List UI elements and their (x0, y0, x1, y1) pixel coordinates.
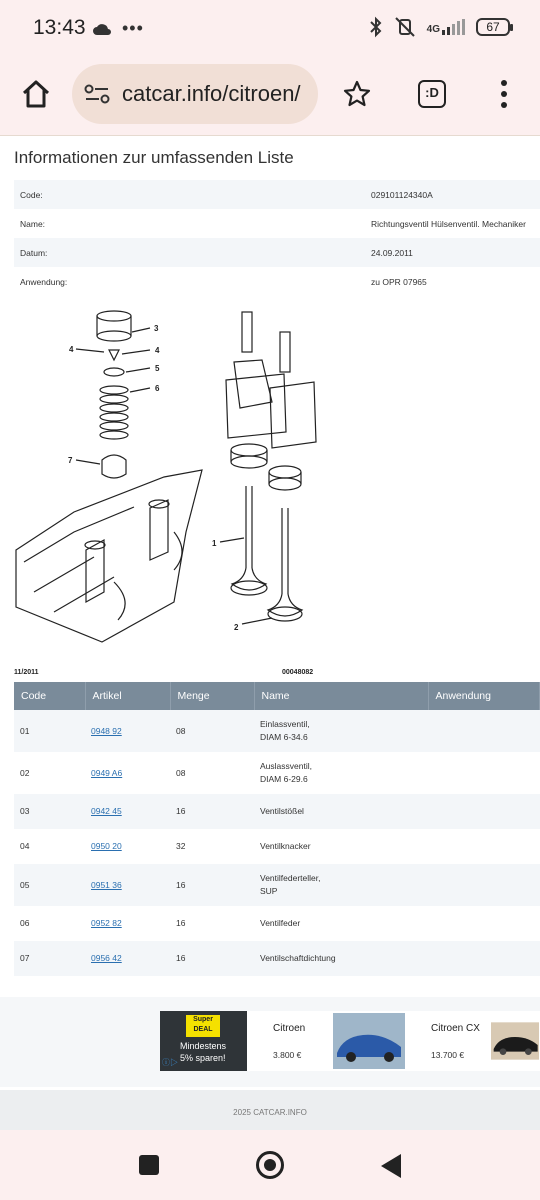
page-content (0, 136, 540, 976)
cell-name: Ventilfeder (260, 918, 301, 928)
info-value: 24.09.2011 (365, 238, 540, 267)
ad-banner[interactable] (160, 1011, 540, 1071)
cell-anwendung (428, 794, 540, 829)
info-row (14, 180, 540, 209)
cloud-icon (92, 22, 112, 36)
cell-code: 04 (20, 841, 30, 851)
cell-anwendung (428, 829, 540, 864)
col-header-anwendung[interactable]: Anwendung (428, 682, 540, 710)
artikel-link[interactable]: 0950 20 (91, 841, 122, 851)
table-row (14, 710, 540, 752)
artikel-link[interactable]: 0951 36 (91, 879, 122, 890)
diagram-date-label: 11/2011 (14, 669, 39, 676)
callout-5: 5 (155, 364, 160, 373)
ad-section (0, 997, 540, 1087)
signal-4g-icon: 4G (427, 19, 466, 35)
info-value: Richtungsventil Hülsenventil. Mechaniker (371, 218, 526, 229)
battery-icon: 67 (476, 18, 510, 36)
col-header-code[interactable]: Code (14, 682, 85, 710)
address-bar[interactable] (72, 64, 318, 124)
ad-card[interactable] (405, 1011, 491, 1071)
cell-code: 07 (14, 941, 85, 976)
cell-menge: 08 (170, 710, 254, 752)
cell-name: Auslassventil, (260, 761, 312, 771)
callout-6: 6 (155, 384, 160, 393)
artikel-link[interactable]: 0942 45 (91, 806, 122, 816)
callout-4b: 4 (155, 346, 160, 355)
cell-anwendung (428, 752, 540, 794)
info-label: Anwendung: (20, 276, 68, 287)
table-row (14, 941, 540, 976)
info-label: Name: (20, 218, 46, 229)
col-header-artikel[interactable]: Artikel (85, 682, 170, 710)
super-deal-badge (186, 1015, 220, 1037)
artikel-link[interactable]: 0952 82 (91, 918, 122, 928)
artikel-link[interactable]: 0949 A6 (91, 767, 123, 778)
ad-card[interactable] (247, 1011, 333, 1071)
ad-choices-icon[interactable]: ⓘ▷ (162, 1058, 178, 1067)
table-row (14, 829, 540, 864)
site-settings-icon[interactable] (84, 83, 110, 105)
info-row (14, 238, 540, 267)
cell-code: 03 (14, 794, 85, 829)
home-icon[interactable] (20, 78, 52, 110)
artikel-link[interactable]: 0948 92 (91, 725, 122, 736)
recents-button[interactable] (139, 1155, 159, 1175)
table-row (14, 906, 540, 941)
footer-text: 2025 CATCAR.INFO (233, 1108, 307, 1117)
android-nav-bar (0, 1130, 540, 1200)
cell-anwendung (428, 710, 540, 752)
deal-badge-line2: DEAL (193, 1026, 213, 1033)
parts-table (14, 682, 540, 976)
browser-toolbar (0, 58, 540, 136)
cell-name: Ventilstößel (260, 806, 304, 816)
info-row (14, 209, 540, 238)
cell-code: 01 (14, 710, 85, 752)
car-image[interactable] (333, 1013, 405, 1069)
cell-name: Einlassventil, (260, 719, 310, 729)
info-table (14, 180, 540, 296)
callout-4a: 4 (69, 345, 74, 354)
callout-1: 1 (212, 539, 217, 548)
artikel-link[interactable]: 0956 42 (91, 953, 122, 963)
cell-anwendung (428, 864, 540, 906)
cell-menge: 16 (170, 794, 254, 829)
ad-card-price: 13.700 € (431, 1050, 465, 1060)
callout-3: 3 (154, 324, 159, 333)
deal-badge-line1: Super (193, 1016, 213, 1023)
callout-2: 2 (234, 623, 239, 632)
cell-name: Ventilknacker (260, 841, 311, 851)
ad-card-price: 3.800 € (273, 1050, 302, 1060)
status-time: 13:43 (33, 16, 86, 39)
bookmark-star-icon[interactable] (343, 80, 371, 108)
cell-anwendung (428, 906, 540, 941)
cell-menge: 16 (170, 864, 254, 906)
bluetooth-icon (369, 16, 383, 38)
cell-anwendung (428, 941, 540, 976)
more-notifications-icon: ••• (122, 18, 144, 38)
back-button[interactable] (381, 1154, 401, 1178)
cell-name: Ventilfederteller, (260, 873, 321, 883)
info-label: Code: (14, 180, 365, 209)
page-title: Informationen zur umfassenden Liste (14, 148, 294, 167)
parts-diagram-drawing (14, 302, 540, 682)
deal-text (180, 1040, 226, 1064)
col-header-name[interactable]: Name (254, 682, 428, 710)
cell-name-detail: DIAM 6-29.6 (260, 774, 308, 784)
vibrate-off-icon (393, 16, 417, 38)
car-image[interactable] (491, 1013, 539, 1069)
url-text: catcar.info/citroen/ (122, 81, 301, 106)
cell-menge: 16 (176, 918, 186, 928)
info-value: zu OPR 07965 (371, 276, 427, 287)
cell-menge: 08 (176, 767, 186, 778)
status-bar (0, 0, 540, 58)
cell-name-detail: SUP (260, 886, 278, 896)
table-row (14, 864, 540, 906)
cell-code: 06 (20, 918, 30, 928)
cell-menge: 32 (176, 841, 186, 851)
cell-name: Ventilschaftdichtung (260, 953, 336, 963)
deal-line1: Mindestens (180, 1041, 227, 1051)
deal-line2: 5% sparen! (180, 1053, 226, 1063)
home-button[interactable] (256, 1151, 284, 1179)
cell-code: 05 (14, 864, 85, 906)
ad-card-title: Citroen CX (431, 1023, 480, 1034)
cell-menge: 16 (170, 941, 254, 976)
diagram-ref-label: 00048082 (282, 669, 314, 676)
cell-code: 02 (20, 767, 30, 778)
info-value: 029101124340A (365, 180, 540, 209)
col-header-menge[interactable]: Menge (170, 682, 254, 710)
tab-switcher-button[interactable]: :D (418, 80, 446, 108)
parts-diagram[interactable] (14, 302, 540, 682)
info-row (14, 267, 540, 296)
cell-name-detail: DIAM 6-34.6 (260, 732, 308, 742)
status-icons-right (369, 16, 510, 38)
info-label: Datum: (14, 238, 365, 267)
callout-7: 7 (68, 456, 73, 465)
table-row (14, 794, 540, 829)
overflow-menu-icon[interactable] (500, 80, 508, 108)
status-icons-left (92, 18, 144, 39)
ad-card-title: Citroen (273, 1023, 306, 1034)
parts-table-header (14, 682, 540, 710)
table-row (14, 752, 540, 794)
footer (0, 1090, 540, 1130)
